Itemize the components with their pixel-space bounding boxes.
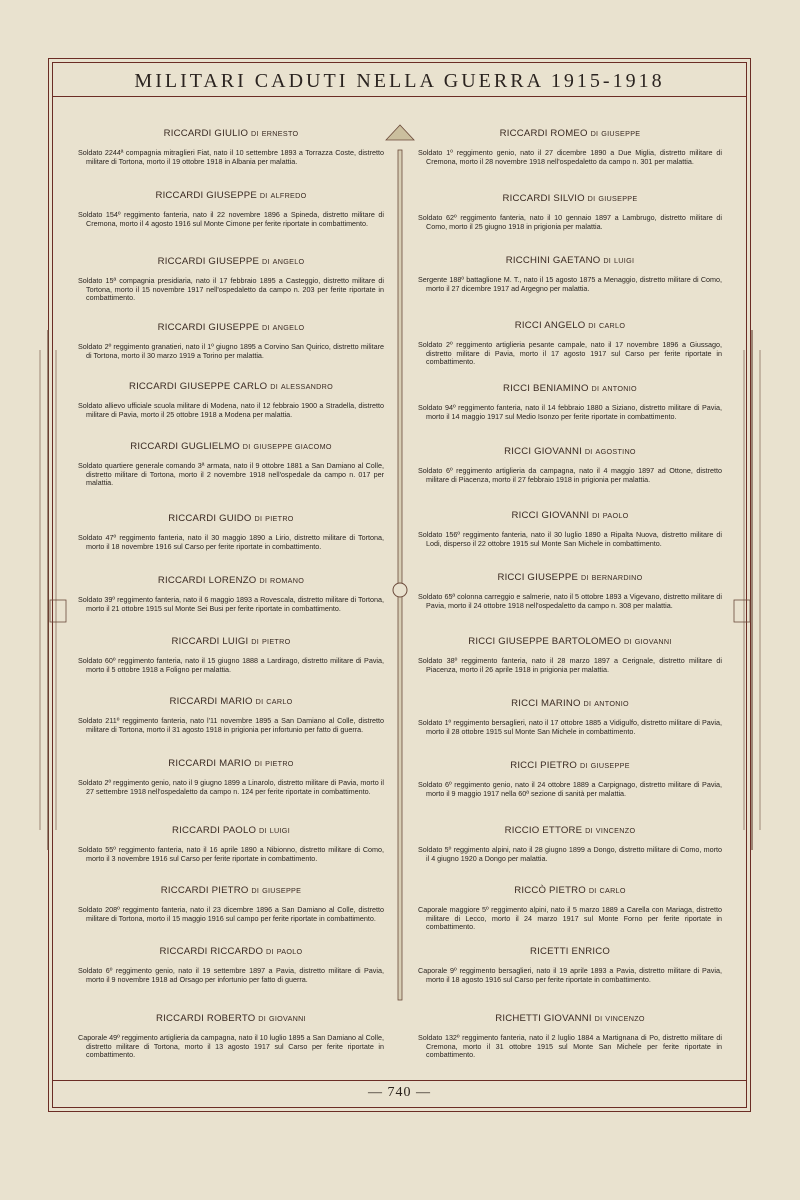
entry <box>418 128 722 166</box>
entry-name: RICCARDI GIULIO DI ERNESTO <box>163 128 299 139</box>
entry-text: Sergente 188º battaglione M. T., nato il 15 agosto 1875 a Menaggio, distretto militare di Como, morto il 27 dicembre 1917 ad Argegno per malattia. <box>418 275 722 293</box>
entry <box>78 696 384 734</box>
entry-text: Soldato allievo ufficiale scuola militare di Modena, nato il 12 febbraio 1900 a Stradella, distretto militare di Pavia, morto il 25 ottobre 1918 a Modena per malattia. <box>78 401 384 419</box>
entry <box>78 758 384 796</box>
entry-name: RICCARDI LORENZO DI ROMANO <box>157 575 305 586</box>
entry-text: Soldato 39º reggimento fanteria, nato il 6 maggio 1893 a Rovescala, distretto militare di Tortona, morto il 21 ottobre 1915 sul Monte Sei Busi per ferite riportate in combattimento. <box>78 595 384 613</box>
entry-name: RICCI PIETRO DI GIUSEPPE <box>510 760 630 771</box>
entry-text: Soldato 38º reggimento fanteria, nato il 28 marzo 1897 a Cerignale, distretto militare di Piacenza, morto il 26 aprile 1918 in prigionia per malattia. <box>418 656 722 674</box>
entry <box>418 760 722 798</box>
header-divider <box>52 96 747 97</box>
entry-name: RICCARDI SILVIO DI GIUSEPPE <box>502 193 638 204</box>
left-column-ornament <box>28 330 68 850</box>
entry-name: RICCARDI ROMEO DI GIUSEPPE <box>499 128 641 139</box>
entry-name: RICCÒ PIETRO DI CARLO <box>514 885 626 896</box>
entry-text: Soldato 2244ª compagnia mitraglieri Fiat, nato il 10 settembre 1893 a Torrazza Coste, distretto militare di Tortona, morto il 19 ottobre 1918 in Albania per malattia. <box>78 148 384 166</box>
entry-name: RICCARDI GUGLIELMO DI GIUSEPPE GIACOMO <box>130 441 332 452</box>
entry-text: Soldato 208º reggimento fanteria, nato il 23 dicembre 1896 a San Damiano al Colle, distretto militare di Tortona, morto il 15 maggio 1916 sul campo per ferite riportate in combattimento. <box>78 905 384 923</box>
entry-name: RICCI BENIAMINO DI ANTONIO <box>503 383 637 394</box>
page-title: MILITARI CADUTI NELLA GUERRA 1915-1918 <box>134 70 665 92</box>
entry <box>78 636 384 674</box>
entry-name: RICCI GIUSEPPE DI BERNARDINO <box>497 572 643 583</box>
entry-name: RICCARDI LUIGI DI PIETRO <box>171 636 291 647</box>
entry-text: Soldato 211º reggimento fanteria, nato l'11 novembre 1895 a San Damiano al Colle, distretto militare di Tortona, morto il 31 agosto 1918 in prigionia per infortunio per fatto di guerra. <box>78 716 384 734</box>
entry <box>418 446 722 484</box>
entry <box>78 256 384 303</box>
entry-name: RICCARDI PAOLO DI LUIGI <box>171 825 290 836</box>
entry-name: RICCARDI GIUSEPPE DI ANGELO <box>157 256 305 267</box>
entry-text: Soldato 15ª compagnia presidiaria, nato il 17 febbraio 1895 a Casteggio, distretto militare di Tortona, morto il 15 novembre 1917 nell'ospedaletto da campo n. 203 per ferite riportate in combattimento. <box>78 276 384 303</box>
entry-name: RICCI ANGELO DI CARLO <box>514 320 626 331</box>
entry-name: RICHETTI GIOVANNI DI VINCENZO <box>495 1013 645 1024</box>
entry-name: RICCARDI GUIDO DI PIETRO <box>168 513 294 524</box>
entry-name: RICCARDI GIUSEPPE CARLO DI ALESSANDRO <box>128 381 334 392</box>
entry-text: Soldato 60º reggimento fanteria, nato il 15 giugno 1888 a Lardirago, distretto militare di Pavia, morto il 5 ottobre 1918 a Foligno per malattia. <box>78 656 384 674</box>
footer-divider <box>52 1080 747 1081</box>
entry-text: Soldato 2º reggimento artiglieria pesante campale, nato il 17 novembre 1896 a Giussago, distretto militare di Pavia, morto il 17 agosto 1917 sul Carso per ferite riportate in combattimento. <box>418 340 722 367</box>
entry-name: RICCIO ETTORE DI VINCENZO <box>504 825 636 836</box>
entry <box>418 383 722 421</box>
entry-name: RICCI GIUSEPPE BARTOLOMEO DI GIOVANNI <box>468 636 672 647</box>
entry-name: RICCARDI RICCARDO DI PAOLO <box>159 946 303 957</box>
entry-text: Soldato 2º reggimento genio, nato il 9 giugno 1899 a Linarolo, distretto militare di Pavia, morto il 27 settembre 1918 nell'ospedaletto da campo n. 124 per ferite riportate in combattimento. <box>78 778 384 796</box>
entry <box>418 885 722 932</box>
entry <box>78 190 384 228</box>
entry-name: RICCARDI MARIO DI CARLO <box>169 696 293 707</box>
entry-name: RICETTI ENRICO <box>529 946 611 957</box>
entry <box>418 255 722 293</box>
entry <box>418 193 722 231</box>
entry-name: RICCARDI ROBERTO DI GIOVANNI <box>156 1013 306 1024</box>
entry-text: Caporale 49º reggimento artiglieria da campagna, nato il 10 luglio 1895 a San Damiano al Colle, distretto militare di Tortona, morto il 13 agosto 1917 sul Carso per ferite riportate in combattimento. <box>78 1033 384 1060</box>
entry-text: Soldato 5º reggimento alpini, nato il 28 giugno 1899 a Dongo, distretto militare di Como, morto il 4 giugno 1920 a Dongo per malattia. <box>418 845 722 863</box>
entry <box>418 510 722 548</box>
entry <box>78 946 384 984</box>
entry-name: RICCARDI GIUSEPPE DI ANGELO <box>157 322 305 333</box>
entry-text: Soldato 156º reggimento fanteria, nato il 30 luglio 1890 a Ripalta Nuova, distretto militare di Lodi, disperso il 22 ottobre 1915 sul Monte San Michele in combattimento. <box>418 530 722 548</box>
entry <box>78 381 384 419</box>
entry <box>418 636 722 674</box>
entry <box>78 885 384 923</box>
entry <box>78 128 384 166</box>
entry-text: Soldato 62º reggimento fanteria, nato il 10 gennaio 1897 a Lambrugo, distretto militare di Como, morto il 25 giugno 1918 in prigionia per malattia. <box>418 213 722 231</box>
entry-text: Soldato 6º reggimento artiglieria da campagna, nato il 4 maggio 1897 ad Ottone, distretto militare di Piacenza, morto il 27 febbraio 1918 in prigionia per malattia. <box>418 466 722 484</box>
entry-name: RICCHINI GAETANO DI LUIGI <box>505 255 635 266</box>
entry-text: Soldato quartiere generale comando 3ª armata, nato il 9 ottobre 1881 a San Damiano al Colle, distretto militare di Tortona, morto il 2 novembre 1918 nell'ospedale da campo n. 017 per malattia. <box>78 461 384 488</box>
entry-text: Soldato 6º reggimento genio, nato il 19 settembre 1897 a Pavia, distretto militare di Pavia, morto il 9 novembre 1918 ad Orsago per infortunio per fatto di guerra. <box>78 966 384 984</box>
entry-name: RICCARDI MARIO DI PIETRO <box>168 758 294 769</box>
entry-text: Soldato 94º reggimento fanteria, nato il 14 febbraio 1880 a Siziano, distretto militare di Pavia, morto il 14 maggio 1917 sul Medio Isonzo per ferite riportate in combattimento. <box>418 403 722 421</box>
entry-text: Caporale 9º reggimento bersaglieri, nato il 19 aprile 1893 a Pavia, distretto militare di Pavia, morto il 18 agosto 1916 sul Carso per ferite riportate in combattimento. <box>418 966 722 984</box>
entry-text: Soldato 2º reggimento granatieri, nato il 1º giugno 1895 a Corvino San Quirico, distretto militare di Tortona, morto il 30 marzo 1919 a Torino per malattia. <box>78 342 384 360</box>
entry-text: Soldato 55º reggimento fanteria, nato il 16 aprile 1890 a Nibionno, distretto militare di Como, morto il 3 novembre 1916 sul Carso per ferite riportate in combattimento. <box>78 845 384 863</box>
entry-text: Soldato 6º reggimento genio, nato il 24 ottobre 1889 a Carpignago, distretto militare di Pavia, morto il 9 maggio 1917 nella 60ª sezione di sanità per malattia. <box>418 780 722 798</box>
entry-text: Soldato 132º reggimento fanteria, nato il 2 luglio 1884 a Martignana di Po, distretto militare di Cremona, morto il 31 ottobre 1915 sul Monte San Michele per ferite riportate in combattimento. <box>418 1033 722 1060</box>
entry <box>418 1013 722 1060</box>
entry <box>78 825 384 863</box>
entry <box>418 698 722 736</box>
entry <box>78 513 384 551</box>
entry <box>78 441 384 488</box>
entry-name: RICCARDI PIETRO DI GIUSEPPE <box>160 885 302 896</box>
entry-text: Caporale maggiore 5º reggimento alpini, nato il 5 marzo 1889 a Carella con Mariaga, distretto militare di Lecco, morto il 24 marzo 1917 sul Monte Forno per ferite riportate in combattimento. <box>418 905 722 932</box>
entry <box>418 825 722 863</box>
entry-name: RICCI GIOVANNI DI PAOLO <box>511 510 629 521</box>
entry <box>418 946 722 984</box>
entry <box>418 572 722 610</box>
entry-text: Soldato 65ª colonna carreggio e salmerie, nato il 5 ottobre 1893 a Vigevano, distretto militare di Pavia, morto il 24 ottobre 1918 nell'ospedaletto da campo n. 308 per malattia. <box>418 592 722 610</box>
entry-text: Soldato 1º reggimento genio, nato il 27 dicembre 1890 a Due Miglia, distretto militare di Cremona, morto il 28 novembre 1918 nell'ospedaletto da campo n. 301 per malattia. <box>418 148 722 166</box>
entry-name: RICCARDI GIUSEPPE DI ALFREDO <box>155 190 307 201</box>
sword-ornament <box>396 150 404 1000</box>
entry-text: Soldato 1º reggimento bersaglieri, nato il 17 ottobre 1885 a Vidigulfo, distretto militare di Pavia, morto il 28 ottobre 1915 sul Monte San Michele in combattimento. <box>418 718 722 736</box>
entry <box>78 1013 384 1060</box>
entry-text: Soldato 47º reggimento fanteria, nato il 30 maggio 1890 a Lirio, distretto militare di Tortona, morto il 18 novembre 1916 sul Carso per ferite riportate in combattimento. <box>78 533 384 551</box>
entry-name: RICCI GIOVANNI DI AGOSTINO <box>504 446 636 457</box>
page-number: — 740 — <box>368 1085 431 1100</box>
entry <box>78 322 384 360</box>
right-column-ornament <box>732 330 772 850</box>
entry <box>418 320 722 367</box>
entry <box>78 575 384 613</box>
entry-name: RICCI MARINO DI ANTONIO <box>511 698 629 709</box>
entry-text: Soldato 154º reggimento fanteria, nato il 22 novembre 1896 a Spineda, distretto militare di Cremona, morto il 4 agosto 1916 sul Monte Cimone per ferite riportate in combattimento. <box>78 210 384 228</box>
